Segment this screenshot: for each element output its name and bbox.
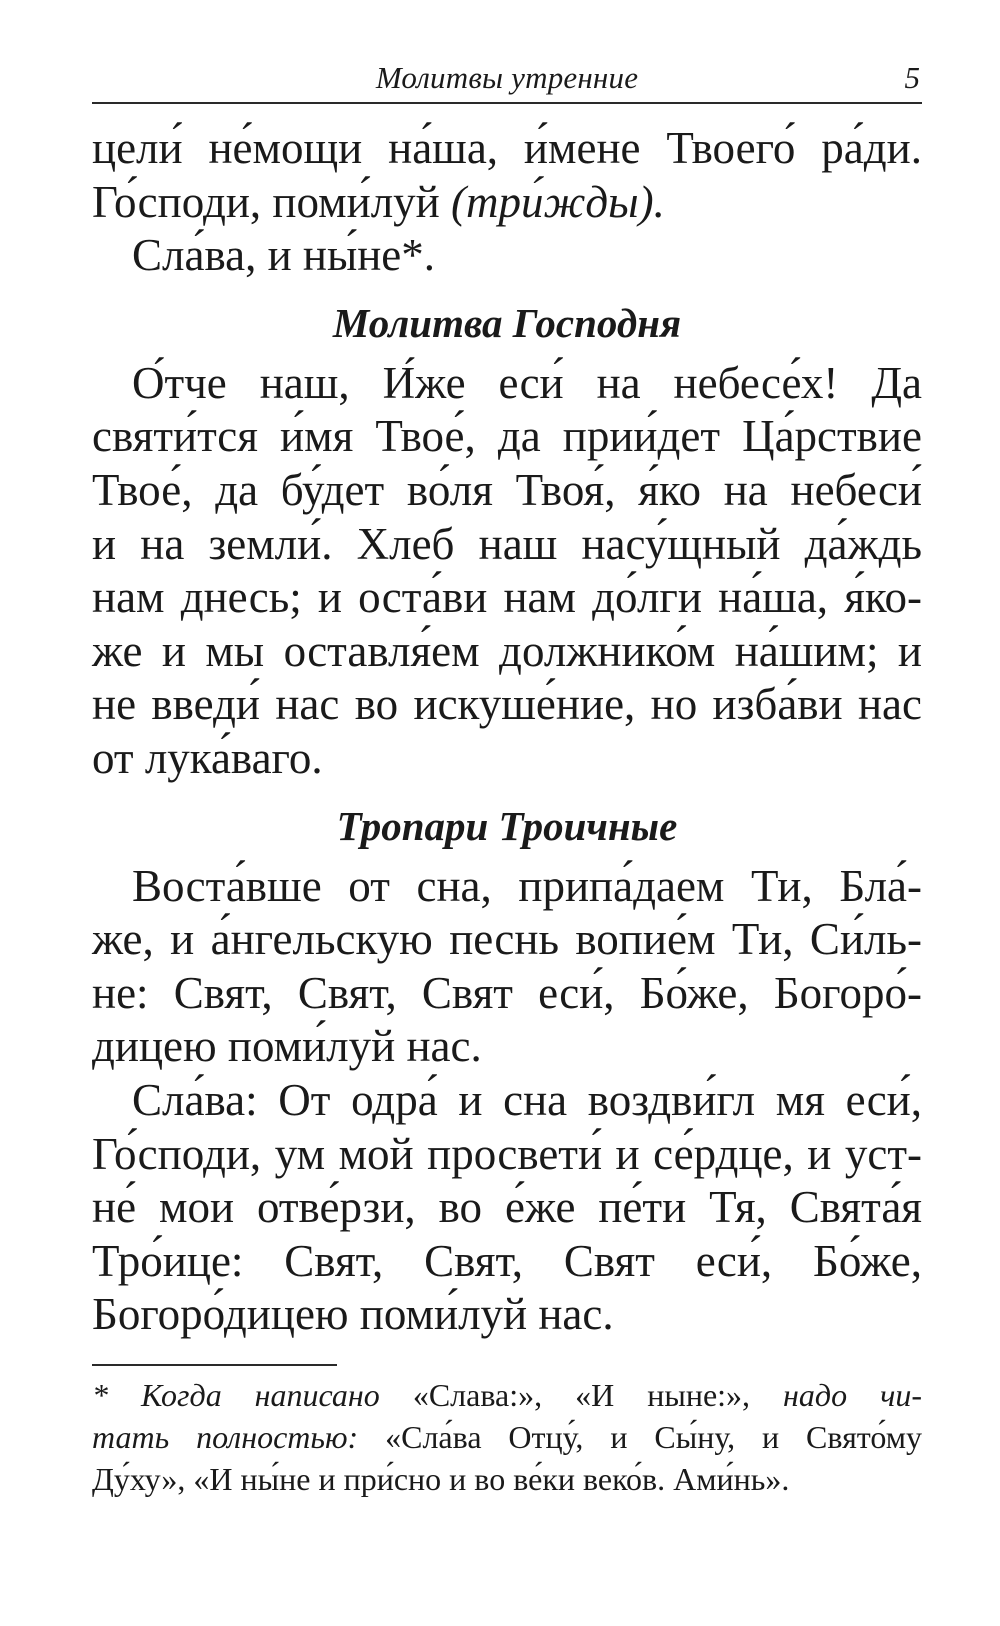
section-heading: Тропари Троичные — [336, 802, 678, 849]
text-line: цели́ не́мощи на́ша, и́мене Твоего́ ра́ди. — [92, 123, 922, 173]
text-line: Сла́ва, и ны́не*. — [132, 230, 436, 281]
text-line: не введи́ нас во искуше́ние, но изба́ви нас — [92, 679, 922, 730]
running-header — [92, 52, 922, 104]
text-line: Тро́ице: Свят, Свят, Свят еси́, Бо́же, — [92, 1235, 922, 1286]
text-line: нам днесь; и оста́ви нам до́лги на́ша, я́ко- — [92, 572, 922, 623]
footnote-divider — [92, 1364, 337, 1366]
footnote-line — [92, 1374, 922, 1416]
section-heading: Молитва Господня — [332, 299, 682, 346]
text-line — [92, 176, 922, 230]
text-line: Твое́, да бу́дет во́ля Твоя́, я́ко на небеси́ — [92, 464, 922, 515]
page-number: 5 — [904, 60, 920, 95]
text-line: же, и а́нгельскую песнь вопие́м Ти, Си́ль- — [92, 914, 922, 965]
footnote-line: Ду́ху», «И ны́не и при́сно и во ве́ки веко́в. Ами́нь». — [92, 1460, 790, 1497]
footnote-run: «Сла́ва Отцу́, и Сы́ну, и Свято́му — [385, 1418, 923, 1455]
body-text — [92, 122, 922, 1342]
running-title: Молитвы утренние — [375, 60, 639, 95]
text-line: Воста́вше от сна, припа́даем Ти, Бла́- — [132, 860, 922, 911]
footnote — [92, 1374, 922, 1500]
footnote-line — [92, 1416, 922, 1458]
text-line: святи́тся и́мя Твое́, да прии́дет Ца́рствие — [92, 411, 922, 462]
text-line: не́ мои отве́рзи, во е́же пе́ти Тя, Свята́я — [92, 1182, 922, 1233]
text-line: и на земли́. Хлеб наш насу́щный да́ждь — [92, 518, 922, 569]
text-line: от лука́ваго. — [92, 732, 323, 783]
text-line: Богоро́дицею поми́луй нас. — [92, 1289, 614, 1340]
footnote-run: * Когда написано — [92, 1376, 413, 1413]
text-line: не: Свят, Свят, Свят еси́, Бо́же, Богоро́- — [92, 967, 922, 1018]
footnote-run: тать полностью: — [92, 1418, 386, 1455]
text-line: Го́споди, ум мой просвети́ и се́рдце, и уст- — [92, 1128, 922, 1179]
book-page — [92, 52, 922, 1500]
text-line: О́тче наш, И́же еси́ на небесе́х! Да — [132, 357, 922, 408]
text-line: же и мы оставля́ем должнико́м на́шим; и — [92, 625, 922, 676]
text-line: дицею поми́луй нас. — [92, 1021, 482, 1072]
rubric: (три́жды). — [451, 176, 665, 227]
text-line: Сла́ва: От одра́ и сна воздви́гл мя еси́, — [132, 1074, 922, 1125]
text-run: Го́споди, поми́луй — [92, 176, 451, 227]
footnote-run: надо чи- — [783, 1376, 923, 1413]
footnote-run: «Слава:», «И ныне:», — [412, 1376, 784, 1413]
